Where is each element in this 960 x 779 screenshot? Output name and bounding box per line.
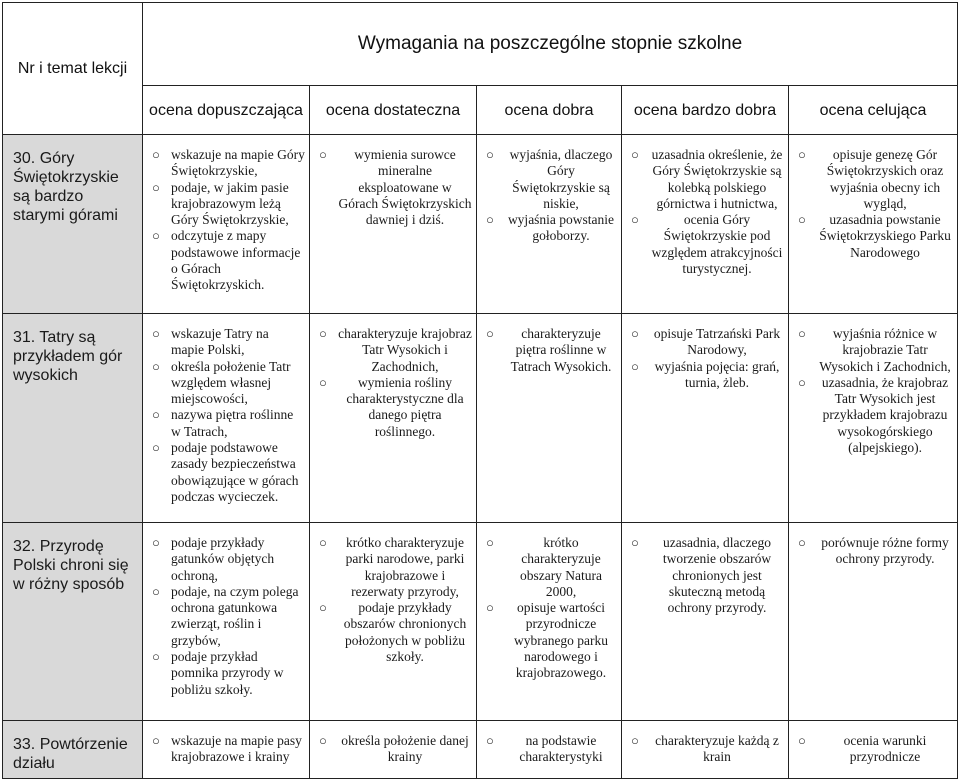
lesson-title: 31. Tatry są przykładem gór wysokich <box>3 314 143 523</box>
requirement-text: odczytuje z mapy podstawowe informacje o Górach Świętokrzyskich. <box>171 228 301 293</box>
bullet-icon: ○ <box>152 407 160 423</box>
list-item <box>479 326 617 375</box>
list-item <box>312 600 472 665</box>
lesson-column-header: Nr i temat lekcji <box>3 3 143 135</box>
bullet-icon: ○ <box>152 535 160 550</box>
list-item <box>145 180 305 229</box>
requirement-text: określa położenie Tatr względem własnej miejscowości, <box>171 358 291 407</box>
list-item <box>479 600 617 681</box>
bullet-icon: ○ <box>798 326 806 341</box>
requirement-cell <box>477 523 622 721</box>
list-item <box>791 326 953 375</box>
requirement-text: ocenia warunki przyrodnicze <box>843 733 927 765</box>
requirement-cell <box>310 135 477 314</box>
list-item <box>145 359 305 408</box>
bullet-icon: ○ <box>631 326 639 341</box>
list-item <box>479 212 617 245</box>
requirement-cell <box>789 523 958 721</box>
list-item <box>145 326 305 359</box>
bullet-icon: ○ <box>152 179 160 195</box>
list-item <box>791 375 953 456</box>
list-item <box>145 228 305 293</box>
list-item <box>145 649 305 698</box>
bullet-icon: ○ <box>319 374 327 390</box>
requirement-list <box>479 535 617 682</box>
bullet-icon: ○ <box>798 147 806 162</box>
requirement-text: podaje przykłady gatunków objętych ochroną, <box>171 535 275 583</box>
list-item <box>624 212 784 277</box>
list-item <box>479 733 617 766</box>
requirement-list <box>312 147 472 228</box>
requirement-text: wymienia rośliny charakterystyczne dla danego piętra roślinnego. <box>346 374 464 439</box>
requirement-text: podaje, na czym polega ochrona gatunkowa zwierząt, roślin i grzybów, <box>171 583 299 648</box>
list-item <box>145 733 305 766</box>
requirement-cell <box>310 523 477 721</box>
list-item <box>791 212 953 261</box>
requirement-text: podaje, w jakim pasie krajobrazowym leżą Góry Świętokrzyskie, <box>171 179 289 228</box>
grade-header-dostateczna: ocena dostateczna <box>310 86 477 135</box>
requirement-cell <box>310 721 477 779</box>
requirement-text: opisuje Tatrzański Park Narodowy, <box>653 326 781 358</box>
requirement-list <box>624 733 784 766</box>
requirement-cell <box>143 721 310 779</box>
requirement-text: uzasadnia, dlaczego tworzenie obszarów chronionych jest skuteczną metodą ochrony przyrody. <box>662 535 772 616</box>
requirement-text: porównuje różne formy ochrony przyrody. <box>821 535 949 567</box>
list-item <box>145 584 305 649</box>
bullet-icon: ○ <box>631 733 639 748</box>
requirement-cell <box>622 135 789 314</box>
requirement-cell <box>477 314 622 523</box>
requirement-list <box>145 147 305 294</box>
requirement-list <box>312 733 472 766</box>
lesson-title: 32. Przyrodę Polski chroni się w różny sposób <box>3 523 143 721</box>
list-item <box>312 535 472 600</box>
bullet-icon: ○ <box>486 212 494 228</box>
requirement-text: wyjaśnia pojęcia: grań, turnia, żleb. <box>654 358 780 390</box>
requirement-list <box>624 535 784 616</box>
table-row <box>3 523 958 721</box>
bullet-icon: ○ <box>319 733 327 748</box>
requirement-list <box>145 326 305 505</box>
grade-header-dopuszczajaca: ocena dopuszczająca <box>143 86 310 135</box>
requirement-text: podaje przykład pomnika przyrody w pobliżu szkoły. <box>171 649 284 697</box>
grade-header-celujaca: ocena celująca <box>789 86 958 135</box>
bullet-icon: ○ <box>631 212 639 228</box>
requirement-cell <box>622 523 789 721</box>
requirement-text: wyjaśnia różnice w krajobrazie Tatr Wysokich i Zachodnich, <box>819 326 951 374</box>
list-item <box>791 733 953 766</box>
bullet-icon: ○ <box>152 147 160 162</box>
requirement-text: opisuje wartości przyrodnicze wybranego parku narodowego i krajobrazowego. <box>513 600 609 681</box>
list-item <box>312 733 472 766</box>
requirement-text: podaje podstawowe zasady bezpieczeństwa obowiązujące w górach podczas wycieczek. <box>171 440 299 504</box>
requirement-cell <box>789 135 958 314</box>
requirement-list <box>791 326 953 456</box>
requirement-cell <box>789 721 958 779</box>
requirement-text: opisuje genezę Gór Świętokrzyskich oraz wyjaśnia obecny ich wygląd, <box>826 147 944 211</box>
requirement-text: wyjaśnia, dlaczego Góry Świętokrzyskie są niskie, <box>509 147 613 211</box>
requirement-text: ocenia Góry Świętokrzyskie pod względem atrakcyjności turystycznej. <box>651 212 783 277</box>
requirement-list <box>312 535 472 665</box>
requirement-list <box>145 733 305 766</box>
bullet-icon: ○ <box>486 733 494 748</box>
requirement-list <box>791 147 953 261</box>
bullet-icon: ○ <box>631 147 639 162</box>
bullet-icon: ○ <box>486 600 494 616</box>
bullet-icon: ○ <box>631 358 639 374</box>
requirement-list <box>624 147 784 277</box>
requirement-cell <box>143 314 310 523</box>
requirement-text: wskazuje Tatry na mapie Polski, <box>171 326 269 358</box>
list-item <box>791 535 953 568</box>
bullet-icon: ○ <box>152 228 160 244</box>
bullet-icon: ○ <box>486 147 494 162</box>
list-item <box>624 535 784 616</box>
list-item <box>145 535 305 584</box>
requirement-text: wskazuje na mapie Góry Świętokrzyskie, <box>171 147 305 179</box>
requirement-text: określa położenie danej krainy <box>341 733 469 765</box>
requirement-cell <box>789 314 958 523</box>
requirement-cell <box>477 721 622 779</box>
requirement-text: charakteryzuje piętra roślinne w Tatrach Wysokich. <box>510 326 612 374</box>
bullet-icon: ○ <box>152 358 160 374</box>
requirements-table <box>2 2 958 779</box>
requirement-text: krótko charakteryzuje parki narodowe, parki krajobrazowe i rezerwaty przyrody, <box>345 535 465 599</box>
bullet-icon: ○ <box>631 535 639 550</box>
requirement-text: charakteryzuje każdą z krain <box>655 733 779 765</box>
requirement-cell <box>622 721 789 779</box>
requirement-list <box>624 326 784 391</box>
bullet-icon: ○ <box>152 733 160 748</box>
requirement-text: podaje przykłady obszarów chronionych położonych w pobliżu szkoły. <box>343 600 467 665</box>
requirement-list <box>479 147 617 245</box>
requirement-cell <box>143 523 310 721</box>
list-item <box>624 359 784 392</box>
list-item <box>312 147 472 228</box>
requirement-text: na podstawie charakterystyki <box>519 733 603 765</box>
table-row <box>3 135 958 314</box>
requirement-text: uzasadnia, że krajobraz Tatr Wysokich jest przykładem krajobrazu wysokogórskiego (alpejskiego). <box>821 374 949 456</box>
requirement-list <box>479 326 617 375</box>
requirement-text: wymienia surowce mineralne eksploatowane w Górach Świętokrzyskich dawniej i dziś. <box>338 147 472 228</box>
requirement-text: nazywa piętra roślinne w Tatrach, <box>171 407 294 439</box>
requirement-cell <box>477 135 622 314</box>
grade-header-bardzo-dobra: ocena bardzo dobra <box>622 86 789 135</box>
bullet-icon: ○ <box>152 649 160 665</box>
requirement-list <box>479 733 617 766</box>
bullet-icon: ○ <box>152 326 160 341</box>
list-item <box>791 147 953 212</box>
requirement-list <box>145 535 305 698</box>
list-item <box>479 535 617 600</box>
requirement-text: wskazuje na mapie pasy krajobrazowe i krainy <box>171 733 302 765</box>
requirement-list <box>791 535 953 568</box>
table-body <box>3 135 958 779</box>
bullet-icon: ○ <box>798 733 806 748</box>
bullet-icon: ○ <box>152 583 160 599</box>
bullet-icon: ○ <box>152 440 160 456</box>
list-item <box>312 375 472 440</box>
requirement-text: uzasadnia powstanie Świętokrzyskiego Parku Narodowego <box>819 212 951 260</box>
bullet-icon: ○ <box>319 600 327 616</box>
requirement-cell <box>622 314 789 523</box>
bullet-icon: ○ <box>486 535 494 550</box>
bullet-icon: ○ <box>319 326 327 341</box>
table-row <box>3 314 958 523</box>
bullet-icon: ○ <box>486 326 494 341</box>
bullet-icon: ○ <box>798 535 806 550</box>
list-item <box>624 147 784 212</box>
requirement-list <box>791 733 953 766</box>
list-item <box>312 326 472 375</box>
requirement-cell <box>310 314 477 523</box>
requirement-cell <box>143 135 310 314</box>
table-row <box>3 721 958 779</box>
table-title: Wymagania na poszczególne stopnie szkolne <box>143 3 958 86</box>
list-item <box>624 733 784 766</box>
bullet-icon: ○ <box>319 147 327 162</box>
lesson-title: 30. Góry Świętokrzyskie są bardzo starymi górami <box>3 135 143 314</box>
list-item <box>145 147 305 180</box>
list-item <box>624 326 784 359</box>
requirement-text: wyjaśnia powstanie gołoborzy. <box>507 212 615 244</box>
requirement-text: krótko charakteryzuje obszary Natura 2000, <box>519 535 603 599</box>
requirement-text: charakteryzuje krajobraz Tatr Wysokich i Zachodnich, <box>338 326 472 374</box>
list-item <box>479 147 617 212</box>
requirement-text: uzasadnia określenie, że Góry Świętokrzyskie są kolebką polskiego górnictwa i hutnictwa, <box>651 147 783 211</box>
list-item <box>145 440 305 505</box>
lesson-title: 33. Powtórzenie działu <box>3 721 143 779</box>
bullet-icon: ○ <box>798 212 806 228</box>
bullet-icon: ○ <box>798 374 806 390</box>
requirement-list <box>312 326 472 440</box>
list-item <box>145 407 305 440</box>
bullet-icon: ○ <box>319 535 327 550</box>
grade-header-dobra: ocena dobra <box>477 86 622 135</box>
